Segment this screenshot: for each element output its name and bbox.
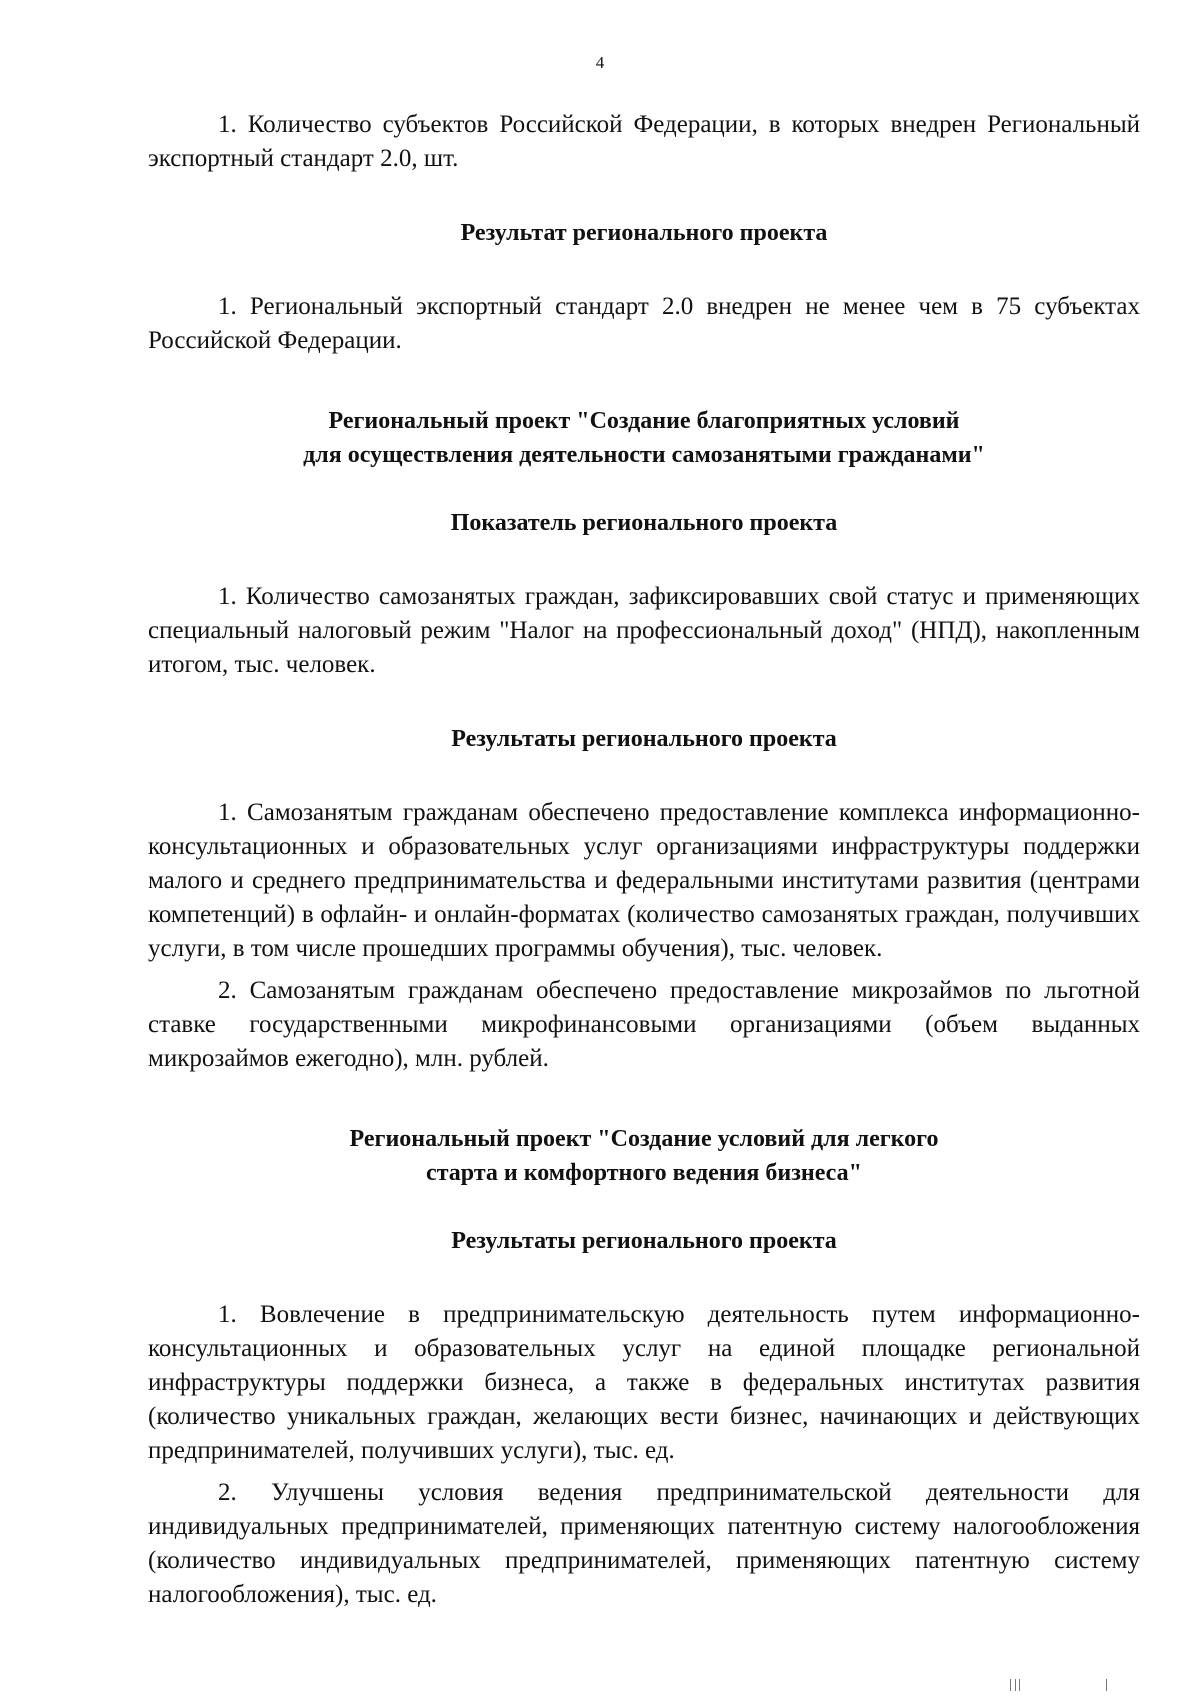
section-heading-results: Результаты регионального проекта bbox=[451, 1228, 837, 1254]
result-item-consulting-services: 1. Самозанятым гражданам обеспечено предоставление комплекса информационно-консультационных и образовательных услуг организациями инфраструктуры поддержки малого и среднего предпринимательства и федеральными институтами развития (центрами компетенций) в офлайн- и онлайн-форматах (количество самозанятых граждан, получивших услуги, в том числе прошедших программы обучения), тыс. человек. bbox=[148, 799, 1140, 962]
project-heading-line-1: Региональный проект "Создание благоприятных условий bbox=[328, 408, 960, 434]
section-heading-indicator: Показатель регионального проекта bbox=[450, 510, 838, 536]
indicator-item-export-standard: 1. Количество субъектов Российской Федерации, в которых внедрен Региональный экспортный стандарт 2.0, шт. bbox=[148, 111, 1140, 172]
project-heading-easy-start bbox=[148, 1122, 1140, 1190]
result-item-patent-system: 2. Улучшены условия ведения предпринимательской деятельности для индивидуальных предпринимателей, применяющих патентную систему налогообложения (количество индивидуальных предпринимателей, применяющих патентную систему налогообложения), тыс. ед. bbox=[148, 1479, 1140, 1608]
indicator-item-self-employed: 1. Количество самозанятых граждан, зафиксировавших свой статус и применяющих специальный налоговый режим "Налог на профессиональный доход" (НПД), накопленным итогом, тыс. человек. bbox=[148, 583, 1140, 678]
project-heading-line-2: для осуществления деятельности самозанятыми гражданами" bbox=[303, 442, 985, 468]
project-heading-line-2: старта и комфортного ведения бизнеса" bbox=[426, 1160, 862, 1186]
result-item-export-standard: 1. Региональный экспортный стандарт 2.0 внедрен не менее чем в 75 субъектах Российской Федерации. bbox=[148, 293, 1140, 354]
section-heading-results: Результаты регионального проекта bbox=[451, 726, 837, 752]
result-item-microloans: 2. Самозанятым гражданам обеспечено предоставление микрозаймов по льготной ставке государственными микрофинансовыми организациями (объем выданных микрозаймов ежегодно), млн. рублей. bbox=[148, 977, 1140, 1072]
project-heading-line-1: Региональный проект "Создание условий для легкого bbox=[349, 1126, 939, 1152]
page-number: 4 bbox=[595, 53, 605, 72]
project-heading-self-employed bbox=[148, 404, 1140, 472]
result-item-business-involvement: 1. Вовлечение в предпринимательскую деятельность путем информационно-консультационных и образовательных услуг на единой площадке региональной инфраструктуры поддержки бизнеса, а также в федеральных институтах развития (количество уникальных граждан, желающих вести бизнес, начинающих и действующих предпринимателей, получивших услуги), тыс. ед. bbox=[148, 1301, 1140, 1464]
section-heading-result: Результат регионального проекта bbox=[460, 220, 828, 246]
scan-marks bbox=[1010, 1677, 1120, 1691]
document-body bbox=[148, 108, 1140, 1612]
